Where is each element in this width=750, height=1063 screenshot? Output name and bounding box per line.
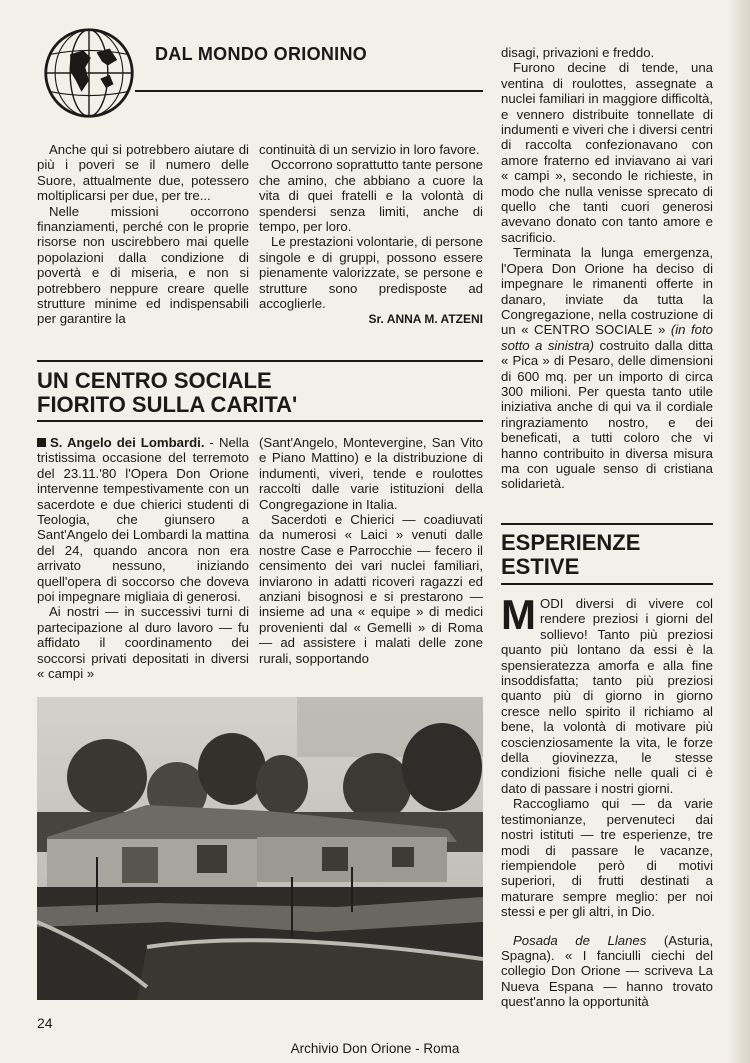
paragraph [501, 591, 713, 796]
paragraph: disagi, privazioni e freddo. [501, 45, 655, 60]
dateline: S. Angelo dei Lombardi. [50, 435, 205, 450]
paragraph-text: Terminata la lunga emergenza, l'Opera Don Orione ha deciso di impegnare le rimanenti offerte in danaro, inviate da tutta la Congregazione, nella costruzione di un « CENTRO SOCIALE » [501, 245, 713, 338]
paragraph [37, 435, 249, 604]
paragraph: Sacerdoti e Chierici — coadiuvati da numerosi « Laici » venuti dalle nostre Case e Parrocchie — fecero il censimento dei vari nuclei familiari, inviarono in adatti ricoveri ragazzi ed anziani bisognosi e si prestarono — insieme ad una « equipe » di medici provenienti dal « Gemelli » di Roma — ad assistere i malati delle zone rurali, sopportando [259, 512, 483, 666]
author-signature: Sr. ANNA M. ATZENI [368, 312, 483, 327]
centro-sociale-photo [37, 697, 483, 1000]
centro-article-col3 [501, 45, 713, 492]
page-edge-shadow [728, 0, 750, 1063]
drop-cap: M [501, 591, 536, 638]
place-name: Posada de Llanes [513, 932, 647, 948]
paragraph: Ai nostri — in successivi turni di partecipazione al duro lavoro — fu affidato il coordinamento dei soccorsi privati depositati in diversi « campi » [37, 604, 249, 682]
paragraph-text: costruito dalla ditta « Pica » di Pesaro, delle dimensioni di 600 mq. per un importo di circa 300 milioni. Per questa tanto utile iniziativa anche di qui va il cordiale ringraziamento nostro, e dei beneficati, a tutti coloro che vi hanno contribuito in diversa misura ma con uguale senso di cristiana solidarietà. [501, 337, 713, 492]
headline-line: FIORITO SULLA CARITA' [37, 392, 298, 417]
esperienze-top-rule [501, 523, 713, 525]
header-rule [135, 90, 483, 92]
paragraph-text: (Asturia, Spagna). « I fanciulli ciechi del collegio Don Orione — scriveva La Nueva Espana — hanno trovato quest'anno la opportunità [501, 932, 714, 1010]
bullet-square-icon [37, 438, 46, 447]
page-number: 24 [37, 1015, 53, 1031]
esperienze-article-body [501, 591, 714, 1010]
paragraph: (Sant'Angelo, Montevergine, San Vito e Piano Mattino) e la distribuzione di indumenti, viveri, tende e roulottes raccolti dalle varie istituzioni della Congregazione in Italia. [259, 435, 483, 512]
paragraph: Raccogliamo qui — da varie testimonianze, pervenuteci dai nostri istituti — tre esperienze, tre modi di passare le vacanze, riempiendole però di motivi superiori, di frutti destinati a maturare sempre meglio: per noi stessi e per gli altri, in Dio. [501, 796, 713, 920]
esperienze-headline [501, 531, 713, 579]
top-article-col1 [37, 142, 249, 327]
paragraph: Nelle missioni occorrono finanziamenti, perché con le proprie risorse non uscirebbero mai quelle popolazioni dalla condizione di povertà e di miseria, e non si potrebbero neppure creare quelle strutture minime ed indispensabili per garantire la [37, 203, 249, 327]
section-header: DAL MONDO ORIONINO [155, 44, 368, 64]
paragraph [501, 245, 713, 492]
archive-caption: Archivio Don Orione - Roma [290, 1041, 460, 1056]
headline-line: ESPERIENZE [501, 530, 641, 555]
centro-article-col1 [37, 435, 249, 682]
globe-logo-icon [42, 26, 136, 120]
paragraph-text: ODI diversi di vivere col rendere preziosi i giorni del sollievo! Tanto più preziosi quanto più lontano da essi è la spensieratezza amorfa e alla fine insoddisfatta; tanto più preziosi quanto più di giorno in giorno cresce nello spirito il richiamo al bene, la volontà di motivare più coscienziosamente la vita, le forze della giovinezza, le stesse condizioni fisiche nelle quali ci è dato di passare i nostri giorni. [501, 596, 713, 796]
article-headline-rule [37, 420, 483, 422]
paragraph: Occorrono soprattutto tante persone che amino, che abbiano a cuore la vita di quei fratelli e la volontà di spendersi senza limiti, anche di tempo, per loro. [259, 157, 483, 235]
centro-sociale-headline [37, 369, 483, 417]
paragraph-text: - Nella tristissima occasione del terremoto del 23.11.'80 l'Opera Don Orione intervenne tempestivamente con un sacerdote e due chierici studenti di Teologia, che giunsero a Sant'Angelo dei Lombardi la mattina del 24, quando ancora non era arrivato nessuno, iniziando quell'opera di soccorso che doveva poi impegnare migliaia di generosi. [37, 435, 249, 605]
headline-line: ESTIVE [501, 554, 580, 579]
paragraph: Le prestazioni volontarie, di persone singole e di gruppi, possono essere pienamente valorizzate, se persone e strutture sono predisposte ad accoglierle. [259, 234, 483, 312]
headline-line: UN CENTRO SOCIALE [37, 368, 272, 393]
paragraph: Furono decine di tende, una ventina di roulottes, assegnate a nuclei familiari in maggiore difficoltà, e vennero distribuite tonnellate di indumenti e viveri che i diversi centri di raccolta confezionavano con amore fraterno ed inviavano ai vari « campi », secondo le richieste, in modo che nulla venisse sprecato di quello che tanti cuori generosi avevano donato con tanto amore e sacrificio. [501, 60, 713, 245]
esperienze-headline-rule [501, 583, 713, 585]
paragraph: Anche qui si potrebbero aiutare di più i poveri se il numero delle Suore, attualmente due, potessero moltiplicarsi per due, per tre... [37, 142, 249, 204]
photo-reference: (in foto sotto a sinistra) [501, 322, 713, 353]
paragraph [501, 933, 713, 1010]
top-article-col2 [259, 142, 483, 328]
paragraph: continuità di un servizio in loro favore. [259, 142, 480, 157]
centro-article-col2 [259, 435, 483, 666]
article-top-rule [37, 360, 483, 362]
